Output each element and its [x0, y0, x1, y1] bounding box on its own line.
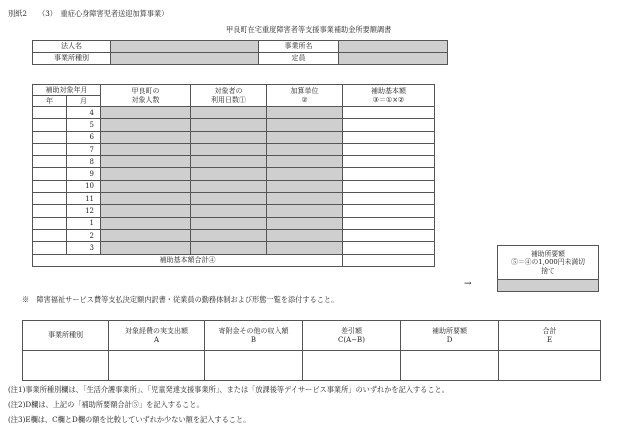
base-amount-cell[interactable] — [343, 143, 435, 155]
attachment-note: ※ 障害福祉サービス費等支払決定額内訳書・従業員の勤務体制および形態一覧を添付すること。 — [22, 295, 339, 304]
summary-c-field[interactable] — [303, 351, 401, 381]
base-amount-cell[interactable] — [343, 242, 435, 254]
usage-days-cell[interactable] — [191, 193, 267, 205]
col-add-unit-header: 加算単位 ② — [267, 85, 343, 107]
col-target-count-header: 甲良町の 対象人数 — [101, 85, 191, 107]
month-row — [33, 119, 435, 131]
year-header: 年 — [33, 96, 67, 107]
year-cell[interactable] — [33, 119, 67, 131]
target-count-cell[interactable] — [101, 168, 191, 180]
usage-days-cell[interactable] — [191, 107, 267, 119]
summary-header-c: 差引額 C(A−B) — [303, 321, 401, 351]
month-row — [33, 156, 435, 168]
add-unit-cell[interactable] — [267, 205, 343, 217]
month-row — [33, 143, 435, 155]
year-cell[interactable] — [33, 168, 67, 180]
required-amount-field[interactable] — [498, 280, 599, 292]
add-unit-cell[interactable] — [267, 180, 343, 192]
base-amount-cell[interactable] — [343, 217, 435, 229]
corp-name-field[interactable] — [111, 41, 259, 53]
note-2: (注2)D欄は、上記の「補助所要額合計⑤」を記入すること。 — [8, 400, 204, 409]
base-amount-cell[interactable] — [343, 156, 435, 168]
year-cell[interactable] — [33, 156, 67, 168]
required-amount-desc: ⑤＝④の1,000円未満切 捨て — [511, 258, 585, 275]
document-title: 甲良町在宅重度障害者等支援事業補助金所要額調書 — [226, 25, 392, 34]
month-row — [33, 217, 435, 229]
target-count-cell[interactable] — [101, 156, 191, 168]
target-count-cell[interactable] — [101, 131, 191, 143]
base-total-field[interactable] — [343, 254, 435, 266]
target-count-cell[interactable] — [101, 242, 191, 254]
month-row — [33, 131, 435, 143]
required-amount-header — [498, 246, 599, 280]
base-amount-cell[interactable] — [343, 205, 435, 217]
year-cell[interactable] — [33, 131, 67, 143]
form-number: 別紙2 — [8, 9, 27, 18]
add-unit-cell[interactable] — [267, 143, 343, 155]
add-unit-cell[interactable] — [267, 242, 343, 254]
form-subtitle: （3） 重症心身障害児者送迎加算事業） — [38, 9, 169, 18]
year-cell[interactable] — [33, 107, 67, 119]
note-3: (注3)E欄は、C欄とD欄の額を比較していずれか少ない額を記入すること。 — [8, 415, 251, 424]
month-cell: 5 — [67, 119, 101, 131]
summary-header-b: 寄附金その他の収入額 B — [205, 321, 303, 351]
info-table — [32, 40, 448, 65]
year-cell[interactable] — [33, 229, 67, 241]
target-count-cell[interactable] — [101, 119, 191, 131]
col-base-amount-header: 補助基本額 ③＝①×② — [343, 85, 435, 107]
year-cell[interactable] — [33, 242, 67, 254]
year-cell[interactable] — [33, 217, 67, 229]
base-amount-cell[interactable] — [343, 119, 435, 131]
base-amount-cell[interactable] — [343, 107, 435, 119]
col-usage-days-header: 対象者の 利用日数① — [191, 85, 267, 107]
note-1: (注1)事業所種別欄は、「生活介護事業所」、「児童発達支援事業所」、または「放課後等デイサービス事業所」のいずれかを記入すること。 — [8, 385, 449, 394]
summary-office-type-field[interactable] — [23, 351, 109, 381]
usage-days-cell[interactable] — [191, 119, 267, 131]
period-header: 補助対象年月 — [33, 85, 101, 96]
target-count-cell[interactable] — [101, 107, 191, 119]
add-unit-cell[interactable] — [267, 229, 343, 241]
summary-d-field[interactable] — [401, 351, 499, 381]
usage-days-cell[interactable] — [191, 229, 267, 241]
month-cell: 8 — [67, 156, 101, 168]
usage-days-cell[interactable] — [191, 168, 267, 180]
add-unit-cell[interactable] — [267, 107, 343, 119]
year-cell[interactable] — [33, 143, 67, 155]
add-unit-cell[interactable] — [267, 193, 343, 205]
summary-header-e: 合計 E — [499, 321, 601, 351]
subsidy-calc-table — [32, 84, 435, 267]
usage-days-cell[interactable] — [191, 180, 267, 192]
base-amount-cell[interactable] — [343, 168, 435, 180]
office-name-field[interactable] — [339, 41, 448, 53]
summary-b-field[interactable] — [205, 351, 303, 381]
usage-days-cell[interactable] — [191, 143, 267, 155]
month-cell: 3 — [67, 242, 101, 254]
usage-days-cell[interactable] — [191, 156, 267, 168]
summary-e-field[interactable] — [499, 351, 601, 381]
month-row — [33, 242, 435, 254]
usage-days-cell[interactable] — [191, 242, 267, 254]
usage-days-cell[interactable] — [191, 131, 267, 143]
month-cell: 12 — [67, 205, 101, 217]
month-row — [33, 107, 435, 119]
month-cell: 9 — [67, 168, 101, 180]
add-unit-cell[interactable] — [267, 217, 343, 229]
base-amount-cell[interactable] — [343, 193, 435, 205]
target-count-cell[interactable] — [101, 229, 191, 241]
month-cell: 4 — [67, 107, 101, 119]
required-amount-title: 補助所要額 — [531, 250, 565, 259]
corp-name-label: 法人名 — [33, 41, 111, 53]
target-count-cell[interactable] — [101, 193, 191, 205]
usage-days-cell[interactable] — [191, 217, 267, 229]
arrow-icon: → — [464, 279, 472, 289]
base-amount-cell[interactable] — [343, 229, 435, 241]
summary-header-d: 補助所要額 D — [401, 321, 499, 351]
base-amount-cell[interactable] — [343, 131, 435, 143]
month-row — [33, 168, 435, 180]
add-unit-cell[interactable] — [267, 119, 343, 131]
target-count-cell[interactable] — [101, 205, 191, 217]
summary-header-office-type: 事業所種別 — [23, 321, 109, 351]
year-cell[interactable] — [33, 180, 67, 192]
capacity-field[interactable] — [339, 53, 448, 65]
target-count-cell[interactable] — [101, 143, 191, 155]
year-cell[interactable] — [33, 193, 67, 205]
add-unit-cell[interactable] — [267, 168, 343, 180]
month-row — [33, 180, 435, 192]
base-total-label: 補助基本額合計④ — [33, 254, 343, 266]
year-cell[interactable] — [33, 205, 67, 217]
capacity-label: 定員 — [259, 53, 339, 65]
month-cell: 2 — [67, 229, 101, 241]
month-header: 月 — [67, 96, 101, 107]
month-row — [33, 229, 435, 241]
office-type-field[interactable] — [111, 53, 259, 65]
month-cell: 11 — [67, 193, 101, 205]
month-row — [33, 205, 435, 217]
target-count-cell[interactable] — [101, 180, 191, 192]
summary-a-field[interactable] — [109, 351, 205, 381]
office-name-label: 事業所名 — [259, 41, 339, 53]
summary-table — [22, 320, 601, 381]
required-amount-box — [497, 245, 599, 292]
summary-header-a: 対象経費の実支出額 A — [109, 321, 205, 351]
usage-days-cell[interactable] — [191, 205, 267, 217]
month-row — [33, 193, 435, 205]
month-cell: 6 — [67, 131, 101, 143]
add-unit-cell[interactable] — [267, 131, 343, 143]
month-cell: 1 — [67, 217, 101, 229]
base-amount-cell[interactable] — [343, 180, 435, 192]
add-unit-cell[interactable] — [267, 156, 343, 168]
month-cell: 7 — [67, 143, 101, 155]
month-cell: 10 — [67, 180, 101, 192]
target-count-cell[interactable] — [101, 217, 191, 229]
office-type-label: 事業所種別 — [33, 53, 111, 65]
